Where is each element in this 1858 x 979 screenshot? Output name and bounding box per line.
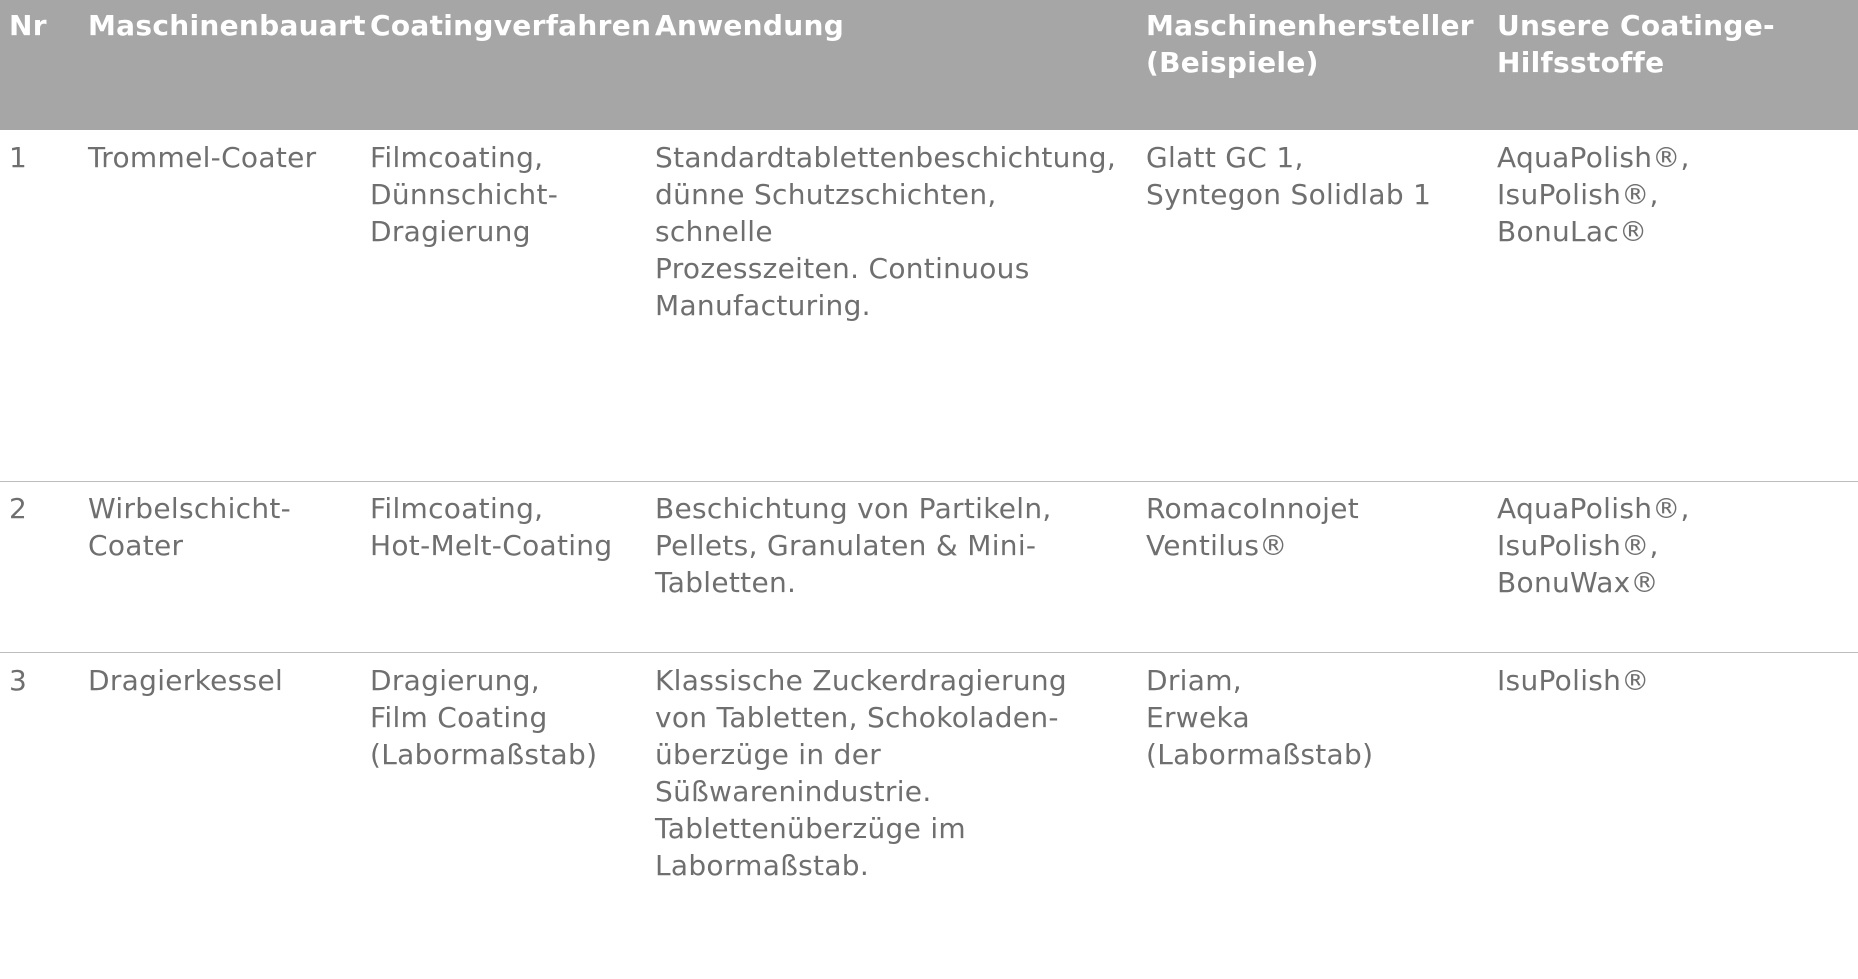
cell-anwendung: Klassische Zuckerdragierung von Tabletten, Schokoladen- überzüge in der Süßwarenindustrie. Tablettenüberzüge im Labormaßstab.: [655, 664, 1067, 882]
table-header: [0, 0, 1858, 130]
cell-hilfsstoffe: IsuPolish®: [1497, 664, 1650, 697]
header-maschinenbauart: Maschinenbauart: [88, 9, 366, 42]
header-hilfsstoffe: Unsere Coatinge- Hilfsstoffe: [1497, 9, 1775, 79]
cell-anwendung: Beschichtung von Partikeln, Pellets, Granulaten & Mini- Tabletten.: [655, 492, 1052, 599]
cell-maschinenhersteller: Driam, Erweka (Labormaßstab): [1146, 664, 1374, 771]
cell-coatingverfahren: Filmcoating, Dünnschicht- Dragierung: [370, 141, 559, 248]
cell-nr: 3: [9, 664, 28, 697]
cell-nr: 1: [9, 141, 28, 174]
cell-hilfsstoffe: AquaPolish®, IsuPolish®, BonuWax®: [1497, 492, 1690, 599]
row-divider: [0, 481, 1858, 482]
cell-maschinenbauart: Trommel-Coater: [88, 141, 317, 174]
cell-hilfsstoffe: AquaPolish®, IsuPolish®, BonuLac®: [1497, 141, 1690, 248]
cell-maschinenhersteller: Glatt GC 1, Syntegon Solidlab 1: [1146, 141, 1432, 211]
cell-anwendung: Standardtablettenbeschichtung, dünne Schutzschichten, schnelle Prozesszeiten. Continuous Manufacturing.: [655, 141, 1117, 322]
cell-maschinenbauart: Wirbelschicht- Coater: [88, 492, 292, 562]
header-coatingverfahren: Coatingverfahren: [370, 9, 652, 42]
cell-coatingverfahren: Dragierung, Film Coating (Labormaßstab): [370, 664, 598, 771]
cell-coatingverfahren: Filmcoating, Hot-Melt-Coating: [370, 492, 613, 562]
cell-maschinenbauart: Dragierkessel: [88, 664, 284, 697]
row-divider: [0, 652, 1858, 653]
header-nr: Nr: [9, 9, 47, 42]
header-anwendung: Anwendung: [655, 9, 845, 42]
cell-nr: 2: [9, 492, 28, 525]
cell-maschinenhersteller: RomacoInnojet Ventilus®: [1146, 492, 1360, 562]
header-maschinenhersteller: Maschinenhersteller (Beispiele): [1146, 9, 1474, 79]
